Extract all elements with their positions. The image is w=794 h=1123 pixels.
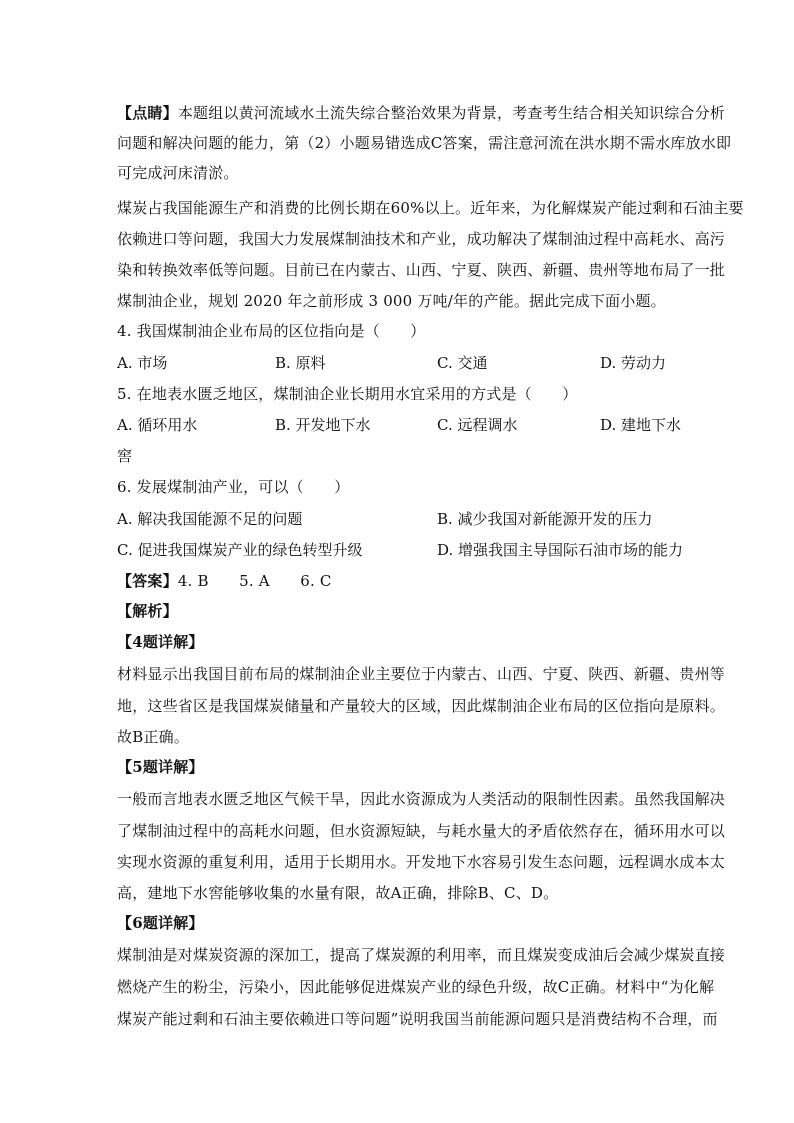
q5-option-a: A. 循环用水 bbox=[117, 416, 198, 434]
d5-label: 【5题详解】 bbox=[117, 758, 204, 776]
d5-line-3: 实现水资源的重复利用，适用于长期用水。开发地下水容易引发生态问题，远程调水成本太 bbox=[117, 853, 726, 871]
d6-line-1: 煤制油是对煤炭资源的深加工，提高了煤炭源的利用率，而且煤炭变成油后会减少煤炭直接 bbox=[117, 946, 726, 964]
jiexi-label: 【解析】 bbox=[117, 602, 178, 620]
dianjing-label: 【点睛】 bbox=[117, 104, 178, 122]
q5-option-d: D. 建地下水 bbox=[600, 416, 682, 434]
q5-option-c: C. 远程调水 bbox=[437, 416, 518, 434]
dianjing-line-2: 问题和解决问题的能力，第（2）小题易错选成C答案，需注意河流在洪水期不需水库放水即 bbox=[117, 134, 732, 152]
d6-label: 【6题详解】 bbox=[117, 914, 204, 932]
d4-label: 【4题详解】 bbox=[117, 633, 204, 651]
q5-option-d-wrap: 窖 bbox=[117, 447, 133, 465]
q4-stem: 4. 我国煤制油企业布局的区位指向是（ ） bbox=[117, 322, 426, 340]
q6-stem: 6. 发展煤制油产业，可以（ ） bbox=[117, 478, 350, 496]
d4-line-1: 材料显示出我国目前布局的煤制油企业主要位于内蒙古、山西、宁夏、陕西、新疆、贵州等 bbox=[117, 665, 726, 683]
d6-line-2: 燃烧产生的粉尘，污染小，因此能够促进煤炭产业的绿色升级，故C正确。材料中“为化解 bbox=[117, 978, 715, 996]
q4-option-d: D. 劳动力 bbox=[600, 354, 667, 372]
q4-option-c: C. 交通 bbox=[437, 354, 488, 372]
d4-line-2: 地，这些省区是我国煤炭储量和产量较大的区域，因此煤制油企业布局的区位指向是原料。 bbox=[117, 697, 726, 715]
d5-line-4: 高，建地下水窖能够收集的水量有限，故A正确，排除B、C、D。 bbox=[117, 884, 559, 902]
dianjing-line-3: 可完成河床清淤。 bbox=[117, 164, 239, 182]
answer-label: 【答案】 bbox=[117, 572, 178, 590]
q6-option-d: D. 增强我国主导国际石油市场的能力 bbox=[437, 541, 684, 559]
q6-option-c: C. 促进我国煤炭产业的绿色转型升级 bbox=[117, 541, 363, 559]
q4-option-b: B. 原料 bbox=[275, 354, 326, 372]
answer-line bbox=[117, 572, 332, 590]
material-line-1: 煤炭占我国能源生产和消费的比例长期在60%以上。近年来，为化解煤炭产能过剩和石油主要 bbox=[117, 199, 744, 217]
d5-line-1: 一般而言地表水匮乏地区气候干旱，因此水资源成为人类活动的限制性因素。虽然我国解决 bbox=[117, 790, 726, 808]
d6-line-3: 煤炭产能过剩和石油主要依赖进口等问题”说明我国当前能源问题只是消费结构不合理，而 bbox=[117, 1010, 718, 1028]
material-line-3: 染和转换效率低等问题。目前已在内蒙古、山西、宁夏、陕西、新疆、贵州等地布局了一批 bbox=[117, 261, 726, 279]
q5-stem: 5. 在地表水匮乏地区，煤制油企业长期用水宜采用的方式是（ ） bbox=[117, 385, 578, 403]
material-line-2: 依赖进口等问题，我国大力发展煤制油技术和产业，成功解决了煤制油过程中高耗水、高污 bbox=[117, 230, 726, 248]
q6-option-b: B. 减少我国对新能源开发的压力 bbox=[437, 510, 653, 528]
q6-option-a: A. 解决我国能源不足的问题 bbox=[117, 510, 303, 528]
q4-option-a: A. 市场 bbox=[117, 354, 168, 372]
d4-line-3: 故B正确。 bbox=[117, 728, 190, 746]
q5-option-b: B. 开发地下水 bbox=[275, 416, 371, 434]
d5-line-2: 了煤制油过程中的高耗水问题，但水资源短缺，与耗水量大的矛盾依然存在，循环用水可以 bbox=[117, 822, 726, 840]
material-line-4: 煤制油企业，规划 2020 年之前形成 3 000 万吨/年的产能。据此完成下面小题。 bbox=[117, 292, 666, 310]
answer-text: 4. B 5. A 6. C bbox=[177, 572, 332, 590]
dianjing-line-1: 【点睛】本题组以黄河流域水土流失综合整治效果为背景，考查考生结合相关知识综合分析 bbox=[117, 104, 726, 122]
